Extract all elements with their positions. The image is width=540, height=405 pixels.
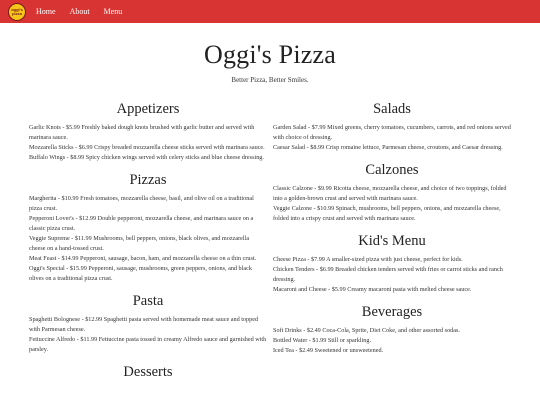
section-title-beverages: Beverages	[361, 304, 423, 320]
menu-item: Garden Salad - $7.99 Mixed greens, cherry tomatoes, cucumbers, carrots, and red onions served with choice of dressing.	[273, 124, 511, 141]
menu-item: Pepperoni Lover's - $12.99 Double pepperoni, mozzarella cheese, and marinara sauce on a classic pizza crust.	[29, 215, 254, 232]
menu-column-left	[29, 92, 267, 386]
menu-item: Classic Calzone - $9.99 Ricotta cheese, mozzarella cheese, and choice of two toppings, folded into a golden-brown crust and served with marinara sauce.	[273, 185, 507, 202]
menu-item: Margherita - $10.99 Fresh tomatoes, mozzarella cheese, basil, and olive oil on a traditional pizza crust.	[29, 195, 254, 212]
section-title-appetizers: Appetizers	[116, 101, 180, 117]
menu-item: Veggie Supreme - $11.99 Mushrooms, bell peppers, onions, black olives, and mozzarella cheese on a hand-tossed crust.	[29, 235, 250, 252]
logo-text: oggi's pizza	[11, 6, 23, 16]
menu-item: Chicken Tenders - $6.99 Breaded chicken tenders served with fries or carrot sticks and ranch dressing.	[273, 266, 503, 283]
section-title-pasta: Pasta	[132, 293, 164, 309]
menu-column-right	[273, 92, 511, 386]
menu-item: Meat Feast - $14.99 Pepperoni, sausage, bacon, ham, and mozzarella cheese on a thin crust.	[29, 255, 257, 262]
nav-link-about[interactable]: About	[69, 7, 90, 16]
menu-item: Macaroni and Cheese - $5.99 Creamy macaroni pasta with melted cheese sauce.	[273, 286, 472, 293]
navbar	[0, 0, 540, 23]
menu-item: Cheese Pizza - $7.99 A smaller-sized pizza with just cheese, perfect for kids.	[273, 256, 463, 263]
menu-item: Spaghetti Bolognese - $12.99 Spaghetti pasta served with homemade meat sauce and topped with Parmesan cheese.	[29, 316, 259, 333]
menu-item: Bottled Water - $1.99 Still or sparkling.	[273, 337, 372, 344]
menu-item: Fettuccine Alfredo - $11.99 Fettuccine pasta tossed in creamy Alfredo sauce and garnished with parsley.	[29, 336, 267, 353]
page-title: Oggi's Pizza	[203, 40, 336, 69]
pizza-logo-icon[interactable]	[8, 3, 26, 21]
section-title-pizzas: Pizzas	[129, 172, 167, 188]
section-title-desserts: Desserts	[123, 364, 173, 380]
menu-item: Iced Tea - $2.49 Sweetened or unsweetened.	[273, 347, 384, 354]
menu-item: Caesar Salad - $8.99 Crisp romaine lettuce, Parmesan cheese, croutons, and Caesar dressing.	[273, 144, 503, 151]
menu-item: Veggie Calzone - $10.99 Spinach, mushrooms, bell peppers, onions, and mozzarella cheese, folded into a crispy crust and served with marinara sauce.	[273, 205, 501, 222]
section-title-salads: Salads	[373, 101, 411, 117]
menu-item: Buffalo Wings - $8.99 Spicy chicken wings served with celery sticks and blue cheese dressing.	[29, 154, 264, 161]
tagline: Better Pizza, Better Smiles.	[231, 76, 309, 84]
section-title-calzones: Calzones	[365, 162, 419, 178]
menu-item: Mozzarella Sticks - $6.99 Crispy breaded mozzarella cheese sticks served with marinara sauce.	[29, 144, 265, 151]
nav-link-menu[interactable]: Menu	[103, 7, 123, 16]
menu-grid	[0, 92, 540, 386]
section-title-kids-menu: Kid's Menu	[358, 233, 426, 249]
menu-item: Oggi's Special - $15.99 Pepperoni, sausage, mushrooms, green peppers, onions, and black olives on a traditional pizza crust.	[29, 265, 252, 282]
menu-item: Soft Drinks - $2.49 Coca-Cola, Sprite, Diet Coke, and other assorted sodas.	[273, 327, 460, 334]
menu-item: Garlic Knots - $5.99 Freshly baked dough knots brushed with garlic butter and served with marinara sauce.	[29, 124, 255, 141]
hero	[0, 23, 540, 84]
nav-link-home[interactable]: Home	[36, 7, 56, 16]
